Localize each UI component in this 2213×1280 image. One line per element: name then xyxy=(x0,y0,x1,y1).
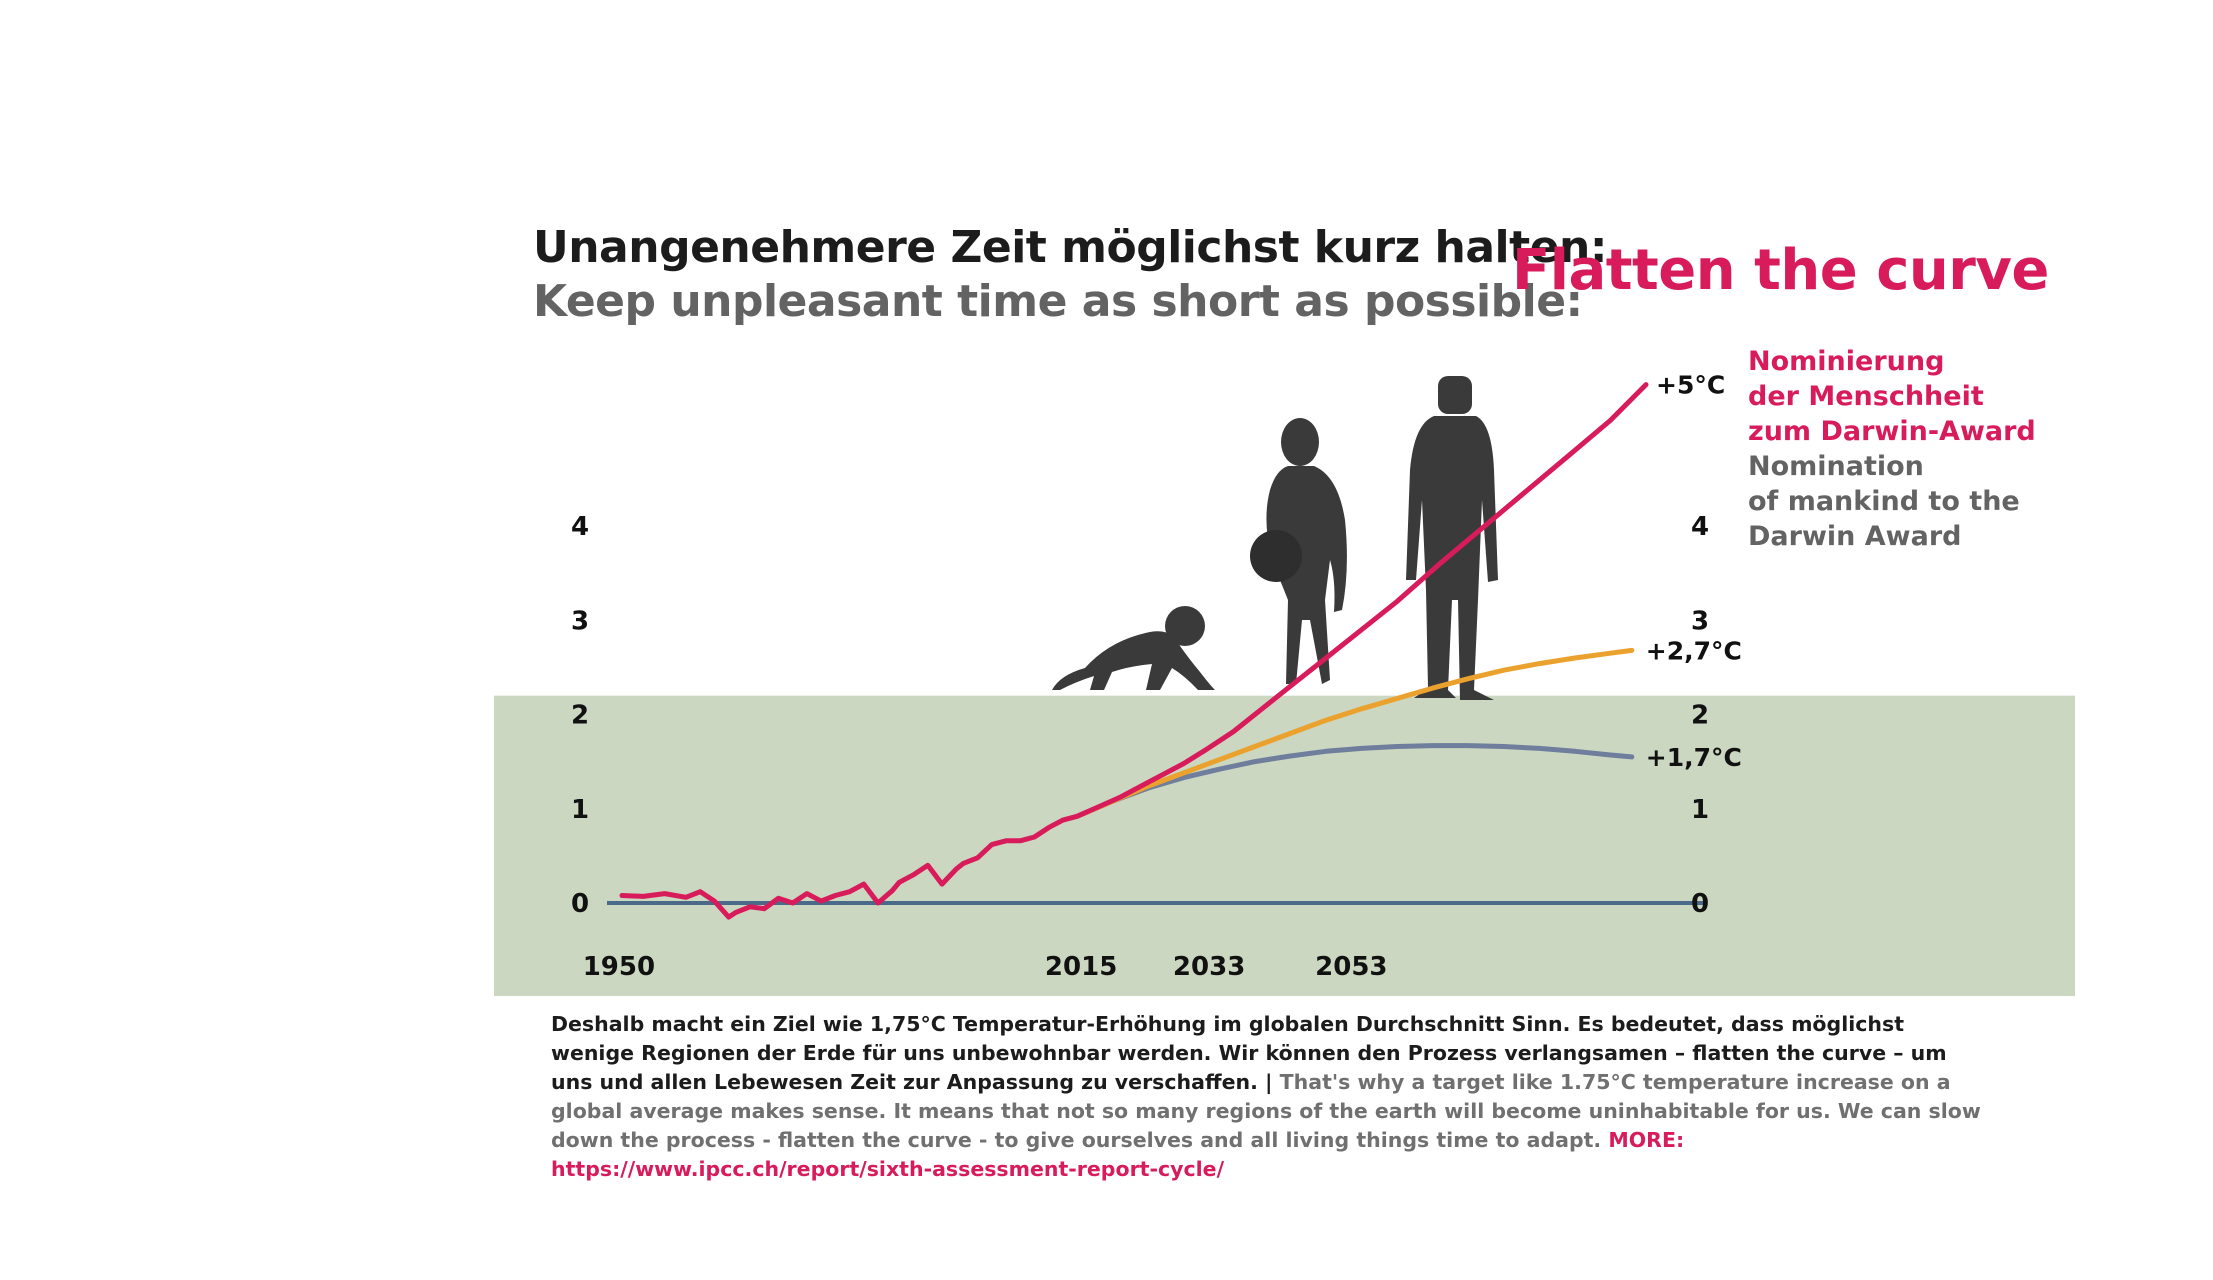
y-tick-left: 3 xyxy=(570,606,590,637)
caption-german: Deshalb macht ein Ziel wie 1,75°C Temperatur-Erhöhung im globalen Durchschnitt Sinn. Es bedeutet, dass möglichst wenige Regionen der Erde für uns unbewohnbar werden. Wir können den Prozess verlangsamen – flatten the curve – um uns und allen Lebewesen Zeit zur Anpassung zu verschaffen. xyxy=(551,1012,1947,1094)
y-tick-left: 2 xyxy=(570,700,590,731)
note-en-line-1: Nomination xyxy=(1748,451,1924,482)
y-tick-right: 2 xyxy=(1690,700,1710,731)
note-de-line-3: zum Darwin-Award xyxy=(1748,416,2036,447)
caption-english: That's why a target like 1.75°C temperature increase on a global average makes sense. It means that not so many regions of the earth will become uninhabitable for us. We can slow down the process - flatten the curve - to give ourselves and all living things time to adapt. xyxy=(551,1070,1981,1152)
human-evolution-silhouettes xyxy=(1052,376,1498,700)
y-tick-right: 1 xyxy=(1690,794,1710,825)
x-tick-label: 2033 xyxy=(1172,952,1246,982)
title-flatten-the-curve: Flatten the curve xyxy=(1512,238,2049,303)
y-tick-right: 3 xyxy=(1690,606,1710,637)
x-tick-label: 2015 xyxy=(1044,952,1118,982)
series-end-label: +2,7°C xyxy=(1645,636,1742,666)
y-tick-left: 4 xyxy=(570,512,590,542)
more-label: MORE: xyxy=(1608,1128,1685,1152)
y-tick-left: 1 xyxy=(570,794,590,825)
series-end-label: +5°C xyxy=(1656,370,1726,400)
x-tick-label: 1950 xyxy=(582,952,656,982)
y-tick-left: 0 xyxy=(570,889,590,919)
note-en-line-2: of mankind to the xyxy=(1748,486,2020,517)
note-de-line-2: der Menschheit xyxy=(1748,381,1984,412)
note-de-line-1: Nominierung xyxy=(1748,346,1945,377)
y-tick-right: 0 xyxy=(1690,889,1710,919)
safe-zone-band xyxy=(494,696,2075,996)
caption xyxy=(551,1010,1991,1184)
adult-silhouette xyxy=(1406,376,1498,700)
series-end-label: +1,7°C xyxy=(1645,742,1742,772)
ipcc-link[interactable]: https://www.ipcc.ch/report/sixth-assessment-report-cycle/ xyxy=(551,1157,1225,1181)
note-en-line-3: Darwin Award xyxy=(1748,521,1962,552)
title-german: Unangenehmere Zeit möglichst kurz halten: xyxy=(533,222,1607,273)
x-tick-label: 2053 xyxy=(1315,952,1388,982)
y-tick-right: 4 xyxy=(1690,512,1710,542)
caption-separator: | xyxy=(1265,1070,1273,1094)
child-silhouette xyxy=(1250,418,1347,684)
baby-silhouette xyxy=(1052,606,1215,690)
title-english: Keep unpleasant time as short as possible: xyxy=(533,276,1583,327)
